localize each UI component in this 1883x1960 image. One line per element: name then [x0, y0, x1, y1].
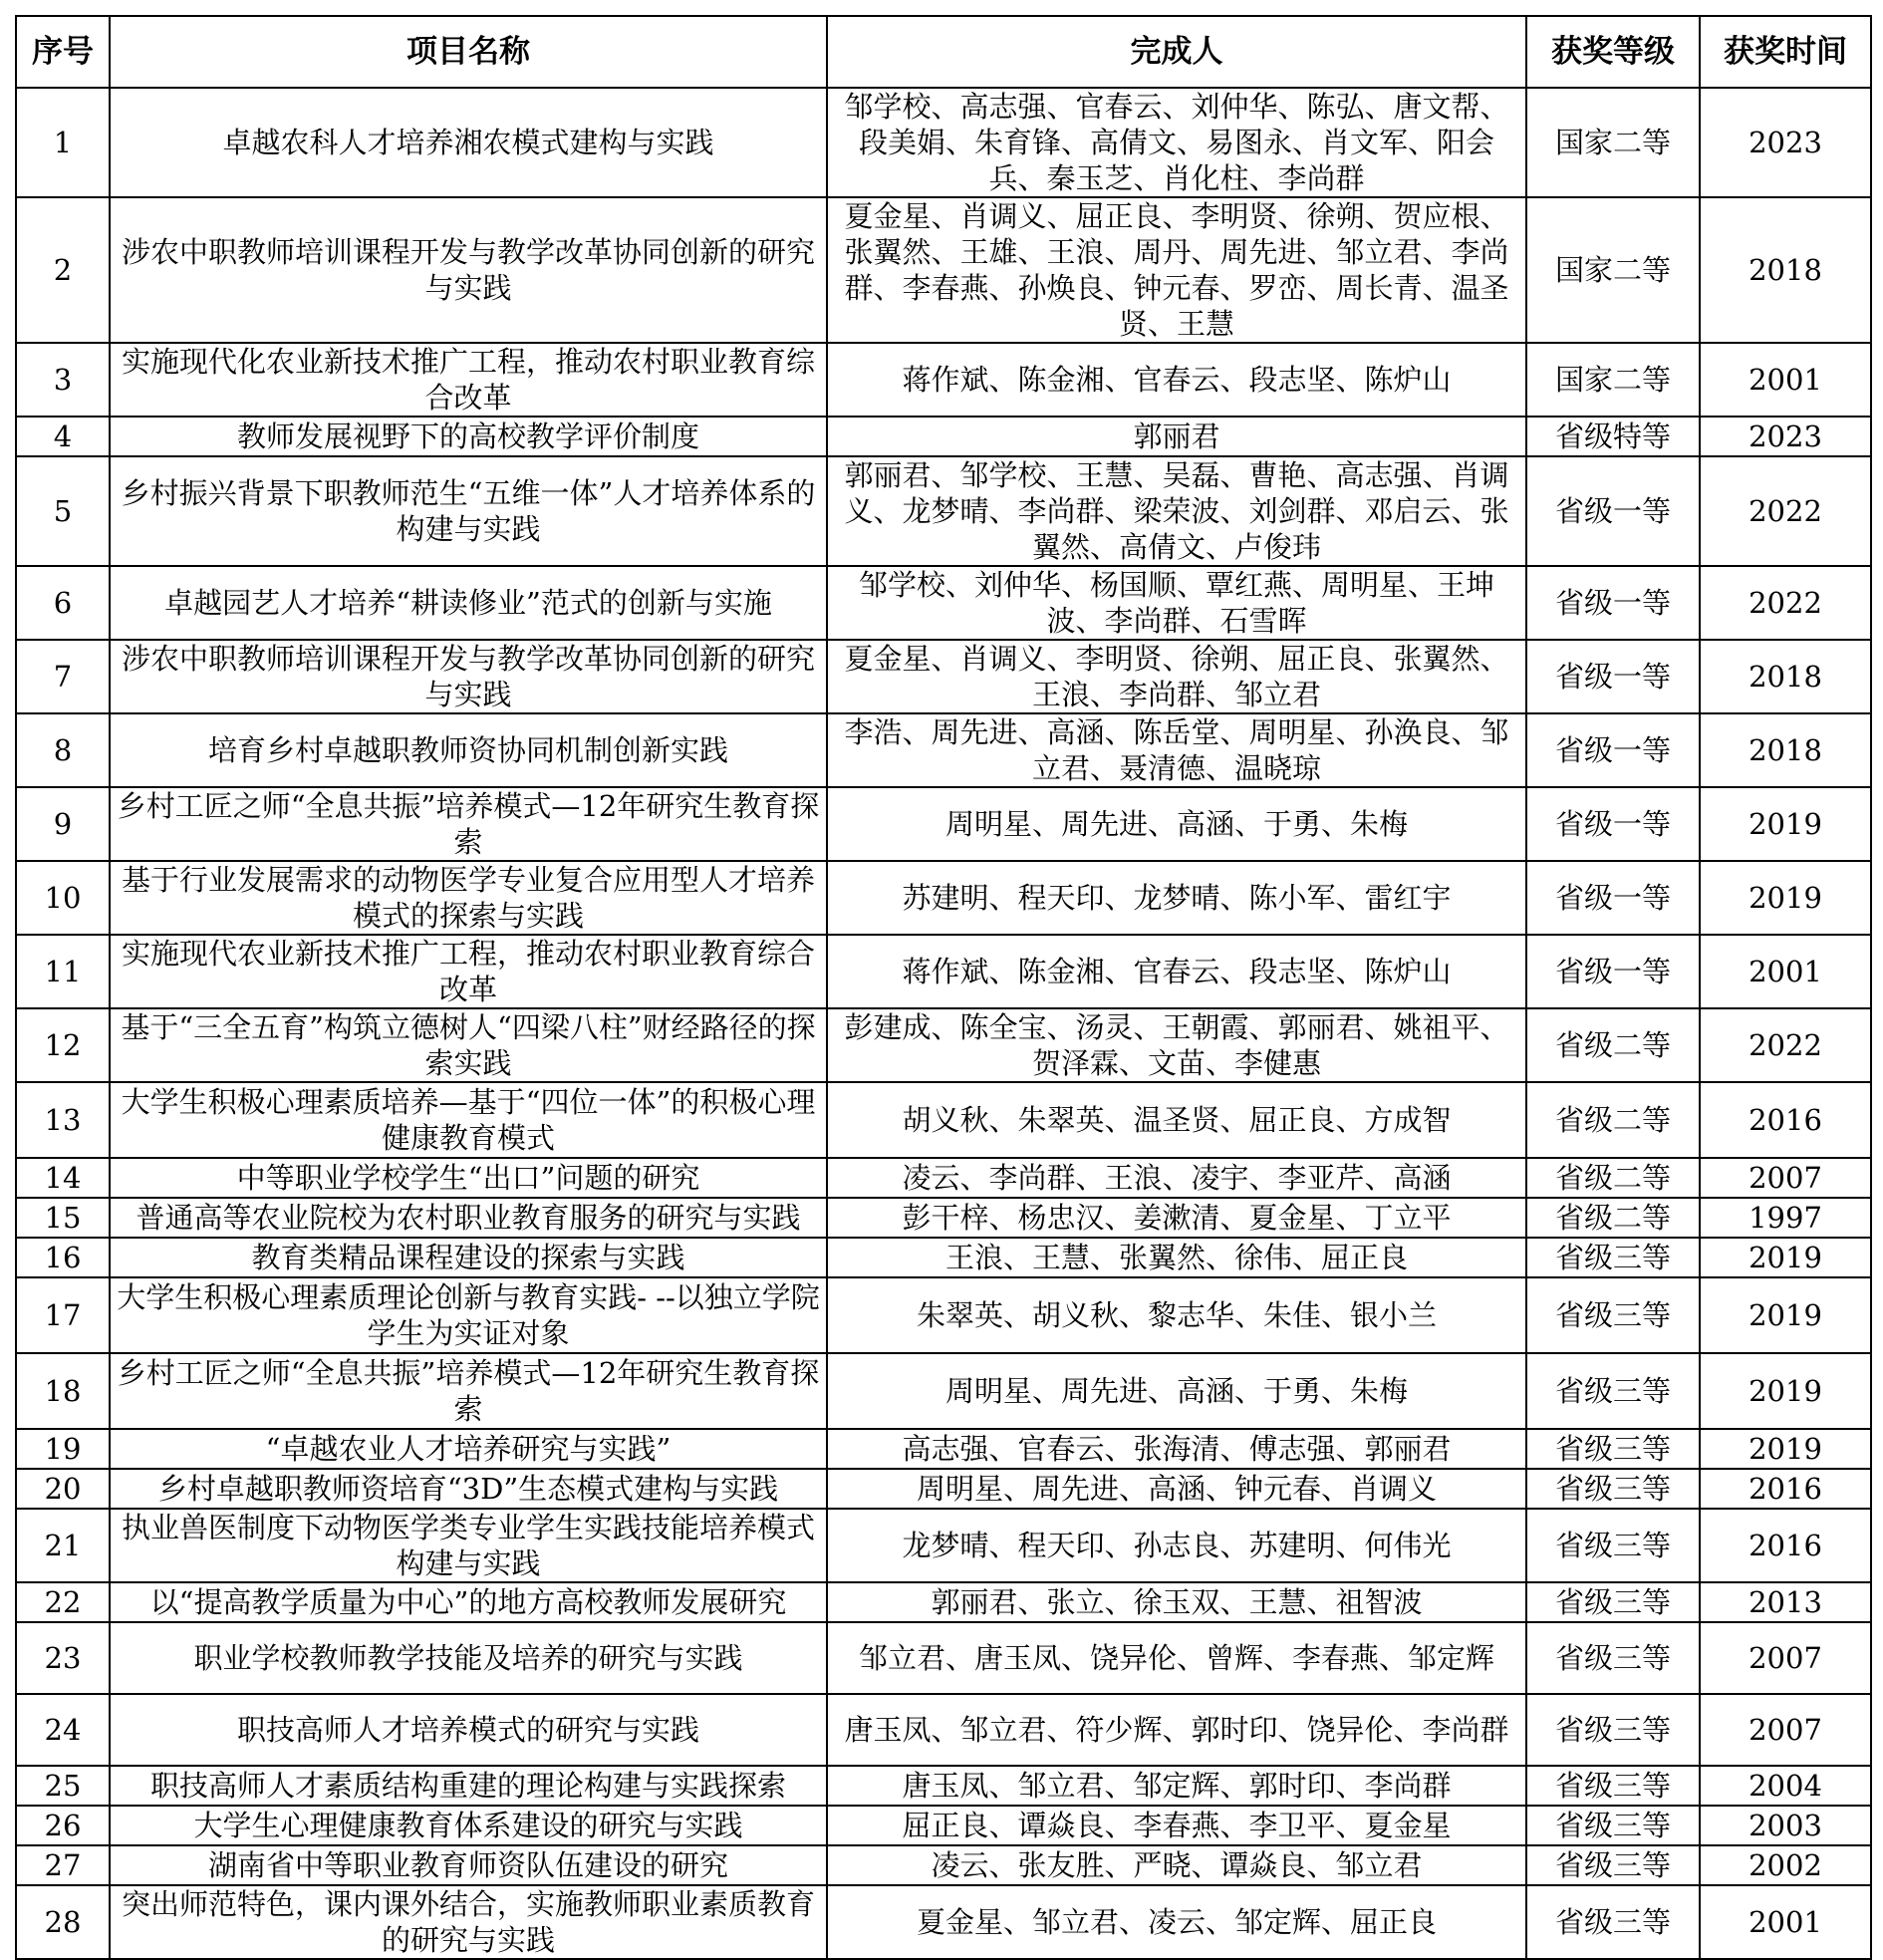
table-row: [16, 1158, 1871, 1198]
project-name: 实施现代化农业新技术推广工程，推动农村职业教育综合改革: [110, 343, 827, 417]
award-level: 省级一等: [1526, 640, 1700, 713]
project-name: 培育乡村卓越职教师资协同机制创新实践: [110, 713, 827, 787]
header-year: 获奖时间: [1700, 16, 1871, 88]
participants: 周明星、周先进、高涵、于勇、朱梅: [827, 1353, 1526, 1429]
table-row: [16, 1766, 1871, 1806]
table-body: [16, 88, 1871, 1959]
row-number: 18: [16, 1353, 110, 1429]
award-level: 省级一等: [1526, 566, 1700, 640]
award-year: 2022: [1700, 566, 1871, 640]
table-row: [16, 566, 1871, 640]
header-name: 项目名称: [110, 16, 827, 88]
participants: 邹学校、刘仲华、杨国顺、覃红燕、周明星、王坤波、李尚群、石雪晖: [827, 566, 1526, 640]
table-row: [16, 640, 1871, 713]
table-row: [16, 1277, 1871, 1353]
row-number: 12: [16, 1008, 110, 1082]
row-number: 2: [16, 197, 110, 343]
award-level: 省级三等: [1526, 1469, 1700, 1509]
award-level: 省级三等: [1526, 1806, 1700, 1845]
participants: 夏金星、邹立君、凌云、邹定辉、屈正良: [827, 1885, 1526, 1959]
award-level: 国家二等: [1526, 88, 1700, 197]
table-row: [16, 861, 1871, 935]
award-year: 2019: [1700, 861, 1871, 935]
table-row: [16, 197, 1871, 343]
project-name: 普通高等农业院校为农村职业教育服务的研究与实践: [110, 1198, 827, 1238]
row-number: 1: [16, 88, 110, 197]
table-row: [16, 88, 1871, 197]
row-number: 15: [16, 1198, 110, 1238]
table-row: [16, 935, 1871, 1008]
row-number: 3: [16, 343, 110, 417]
row-number: 22: [16, 1582, 110, 1622]
awards-table: [15, 15, 1872, 1960]
participants: 邹学校、高志强、官春云、刘仲华、陈弘、唐文帮、段美娟、朱育锋、高倩文、易图永、肖文军、阳会兵、秦玉芝、肖化柱、李尚群: [827, 88, 1526, 197]
project-name: 教育类精品课程建设的探索与实践: [110, 1238, 827, 1277]
award-level: 省级二等: [1526, 1198, 1700, 1238]
row-number: 14: [16, 1158, 110, 1198]
participants: 周明星、周先进、高涵、钟元春、肖调义: [827, 1469, 1526, 1509]
table-row: [16, 1353, 1871, 1429]
award-level: 省级三等: [1526, 1353, 1700, 1429]
award-year: 2001: [1700, 935, 1871, 1008]
participants: 郭丽君: [827, 417, 1526, 456]
table-row: [16, 1622, 1871, 1694]
project-name: 涉农中职教师培训课程开发与教学改革协同创新的研究与实践: [110, 640, 827, 713]
participants: 彭建成、陈全宝、汤灵、王朝霞、郭丽君、姚祖平、贺泽霖、文苗、李健惠: [827, 1008, 1526, 1082]
award-level: 省级一等: [1526, 713, 1700, 787]
award-year: 2007: [1700, 1694, 1871, 1766]
award-year: 2003: [1700, 1806, 1871, 1845]
award-year: 2002: [1700, 1845, 1871, 1885]
project-name: 职技高师人才素质结构重建的理论构建与实践探索: [110, 1766, 827, 1806]
awards-table-wrapper: [15, 15, 1870, 1960]
award-year: 2004: [1700, 1766, 1871, 1806]
project-name: 乡村工匠之师“全息共振”培养模式—12年研究生教育探索: [110, 787, 827, 861]
project-name: 涉农中职教师培训课程开发与教学改革协同创新的研究与实践: [110, 197, 827, 343]
project-name: 教师发展视野下的高校教学评价制度: [110, 417, 827, 456]
project-name: 基于“三全五育”构筑立德树人“四梁八柱”财经路径的探索实践: [110, 1008, 827, 1082]
row-number: 7: [16, 640, 110, 713]
participants: 邹立君、唐玉凤、饶异伦、曾辉、李春燕、邹定辉: [827, 1622, 1526, 1694]
table-row: [16, 1845, 1871, 1885]
table-row: [16, 1469, 1871, 1509]
participants: 屈正良、谭焱良、李春燕、李卫平、夏金星: [827, 1806, 1526, 1845]
table-row: [16, 1806, 1871, 1845]
award-level: 省级三等: [1526, 1582, 1700, 1622]
participants: 郭丽君、邹学校、王慧、吴磊、曹艳、高志强、肖调义、龙梦晴、李尚群、梁荣波、刘剑群、邓启云、张翼然、高倩文、卢俊玮: [827, 456, 1526, 566]
project-name: 大学生积极心理素质理论创新与教育实践- --以独立学院学生为实证对象: [110, 1277, 827, 1353]
table-row: [16, 1509, 1871, 1582]
row-number: 6: [16, 566, 110, 640]
participants: 凌云、李尚群、王浪、凌宇、李亚芹、高涵: [827, 1158, 1526, 1198]
award-year: 2007: [1700, 1158, 1871, 1198]
award-level: 省级三等: [1526, 1238, 1700, 1277]
header-level: 获奖等级: [1526, 16, 1700, 88]
header-no: 序号: [16, 16, 110, 88]
award-level: 国家二等: [1526, 197, 1700, 343]
row-number: 4: [16, 417, 110, 456]
award-year: 2007: [1700, 1622, 1871, 1694]
table-row: [16, 1694, 1871, 1766]
award-year: 2013: [1700, 1582, 1871, 1622]
participants: 蒋作斌、陈金湘、官春云、段志坚、陈炉山: [827, 935, 1526, 1008]
table-row: [16, 787, 1871, 861]
award-year: 2001: [1700, 1885, 1871, 1959]
row-number: 24: [16, 1694, 110, 1766]
project-name: 职业学校教师教学技能及培养的研究与实践: [110, 1622, 827, 1694]
table-row: [16, 1238, 1871, 1277]
award-year: 2023: [1700, 417, 1871, 456]
award-level: 省级三等: [1526, 1845, 1700, 1885]
table-row: [16, 1008, 1871, 1082]
row-number: 28: [16, 1885, 110, 1959]
award-level: 省级二等: [1526, 1082, 1700, 1158]
award-level: 省级一等: [1526, 456, 1700, 566]
participants: 周明星、周先进、高涵、于勇、朱梅: [827, 787, 1526, 861]
award-year: 2016: [1700, 1082, 1871, 1158]
row-number: 26: [16, 1806, 110, 1845]
award-level: 省级二等: [1526, 1008, 1700, 1082]
header-people: 完成人: [827, 16, 1526, 88]
project-name: 中等职业学校学生“出口”问题的研究: [110, 1158, 827, 1198]
participants: 凌云、张友胜、严晓、谭焱良、邹立君: [827, 1845, 1526, 1885]
award-year: 2022: [1700, 1008, 1871, 1082]
award-year: 1997: [1700, 1198, 1871, 1238]
table-row: [16, 417, 1871, 456]
award-level: 省级二等: [1526, 1158, 1700, 1198]
participants: 高志强、官春云、张海清、傅志强、郭丽君: [827, 1429, 1526, 1469]
row-number: 19: [16, 1429, 110, 1469]
participants: 朱翠英、胡义秋、黎志华、朱佳、银小兰: [827, 1277, 1526, 1353]
award-level: 省级一等: [1526, 861, 1700, 935]
row-number: 8: [16, 713, 110, 787]
row-number: 9: [16, 787, 110, 861]
participants: 唐玉凤、邹立君、符少辉、郭时印、饶异伦、李尚群: [827, 1694, 1526, 1766]
participants: 郭丽君、张立、徐玉双、王慧、祖智波: [827, 1582, 1526, 1622]
award-year: 2022: [1700, 456, 1871, 566]
project-name: 突出师范特色，课内课外结合，实施教师职业素质教育的研究与实践: [110, 1885, 827, 1959]
participants: 龙梦晴、程天印、孙志良、苏建明、何伟光: [827, 1509, 1526, 1582]
row-number: 17: [16, 1277, 110, 1353]
award-year: 2019: [1700, 1353, 1871, 1429]
award-level: 省级一等: [1526, 935, 1700, 1008]
table-row: [16, 1082, 1871, 1158]
row-number: 13: [16, 1082, 110, 1158]
participants: 夏金星、肖调义、屈正良、李明贤、徐朔、贺应根、张翼然、王雄、王浪、周丹、周先进、邹立君、李尚群、李春燕、孙焕良、钟元春、罗峦、周长青、温圣贤、王慧: [827, 197, 1526, 343]
row-number: 27: [16, 1845, 110, 1885]
project-name: 基于行业发展需求的动物医学专业复合应用型人才培养模式的探索与实践: [110, 861, 827, 935]
participants: 王浪、王慧、张翼然、徐伟、屈正良: [827, 1238, 1526, 1277]
row-number: 5: [16, 456, 110, 566]
award-level: 省级三等: [1526, 1885, 1700, 1959]
award-level: 国家二等: [1526, 343, 1700, 417]
table-row: [16, 713, 1871, 787]
table-row: [16, 456, 1871, 566]
award-level: 省级三等: [1526, 1766, 1700, 1806]
row-number: 16: [16, 1238, 110, 1277]
project-name: 执业兽医制度下动物医学类专业学生实践技能培养模式构建与实践: [110, 1509, 827, 1582]
table-row: [16, 1429, 1871, 1469]
award-year: 2018: [1700, 197, 1871, 343]
project-name: 卓越园艺人才培养“耕读修业”范式的创新与实施: [110, 566, 827, 640]
award-level: 省级三等: [1526, 1277, 1700, 1353]
table-row: [16, 1582, 1871, 1622]
project-name: 卓越农科人才培养湘农模式建构与实践: [110, 88, 827, 197]
participants: 唐玉凤、邹立君、邹定辉、郭时印、李尚群: [827, 1766, 1526, 1806]
award-year: 2018: [1700, 713, 1871, 787]
participants: 彭干梓、杨忠汉、姜漱清、夏金星、丁立平: [827, 1198, 1526, 1238]
table-row: [16, 1885, 1871, 1959]
table-row: [16, 343, 1871, 417]
participants: 苏建明、程天印、龙梦晴、陈小军、雷红宇: [827, 861, 1526, 935]
award-level: 省级三等: [1526, 1694, 1700, 1766]
award-year: 2023: [1700, 88, 1871, 197]
award-year: 2016: [1700, 1509, 1871, 1582]
award-year: 2018: [1700, 640, 1871, 713]
award-year: 2016: [1700, 1469, 1871, 1509]
row-number: 21: [16, 1509, 110, 1582]
participants: 李浩、周先进、高涵、陈岳堂、周明星、孙涣良、邹立君、聂清德、温晓琼: [827, 713, 1526, 787]
project-name: 湖南省中等职业教育师资队伍建设的研究: [110, 1845, 827, 1885]
project-name: “卓越农业人才培养研究与实践”: [110, 1429, 827, 1469]
project-name: 以“提高教学质量为中心”的地方高校教师发展研究: [110, 1582, 827, 1622]
table-row: [16, 1198, 1871, 1238]
table-header-row: [16, 16, 1871, 88]
row-number: 11: [16, 935, 110, 1008]
award-year: 2019: [1700, 1277, 1871, 1353]
project-name: 实施现代农业新技术推广工程，推动农村职业教育综合改革: [110, 935, 827, 1008]
project-name: 乡村振兴背景下职教师范生“五维一体”人才培养体系的构建与实践: [110, 456, 827, 566]
participants: 夏金星、肖调义、李明贤、徐朔、屈正良、张翼然、王浪、李尚群、邹立君: [827, 640, 1526, 713]
participants: 胡义秋、朱翠英、温圣贤、屈正良、方成智: [827, 1082, 1526, 1158]
project-name: 职技高师人才培养模式的研究与实践: [110, 1694, 827, 1766]
row-number: 23: [16, 1622, 110, 1694]
award-level: 省级特等: [1526, 417, 1700, 456]
project-name: 大学生积极心理素质培养—基于“四位一体”的积极心理健康教育模式: [110, 1082, 827, 1158]
row-number: 20: [16, 1469, 110, 1509]
award-level: 省级三等: [1526, 1429, 1700, 1469]
project-name: 乡村卓越职教师资培育“3D”生态模式建构与实践: [110, 1469, 827, 1509]
award-level: 省级三等: [1526, 1622, 1700, 1694]
project-name: 乡村工匠之师“全息共振”培养模式—12年研究生教育探索: [110, 1353, 827, 1429]
award-year: 2019: [1700, 1238, 1871, 1277]
row-number: 10: [16, 861, 110, 935]
award-level: 省级一等: [1526, 787, 1700, 861]
award-year: 2019: [1700, 787, 1871, 861]
award-year: 2001: [1700, 343, 1871, 417]
award-level: 省级三等: [1526, 1509, 1700, 1582]
row-number: 25: [16, 1766, 110, 1806]
participants: 蒋作斌、陈金湘、官春云、段志坚、陈炉山: [827, 343, 1526, 417]
project-name: 大学生心理健康教育体系建设的研究与实践: [110, 1806, 827, 1845]
award-year: 2019: [1700, 1429, 1871, 1469]
